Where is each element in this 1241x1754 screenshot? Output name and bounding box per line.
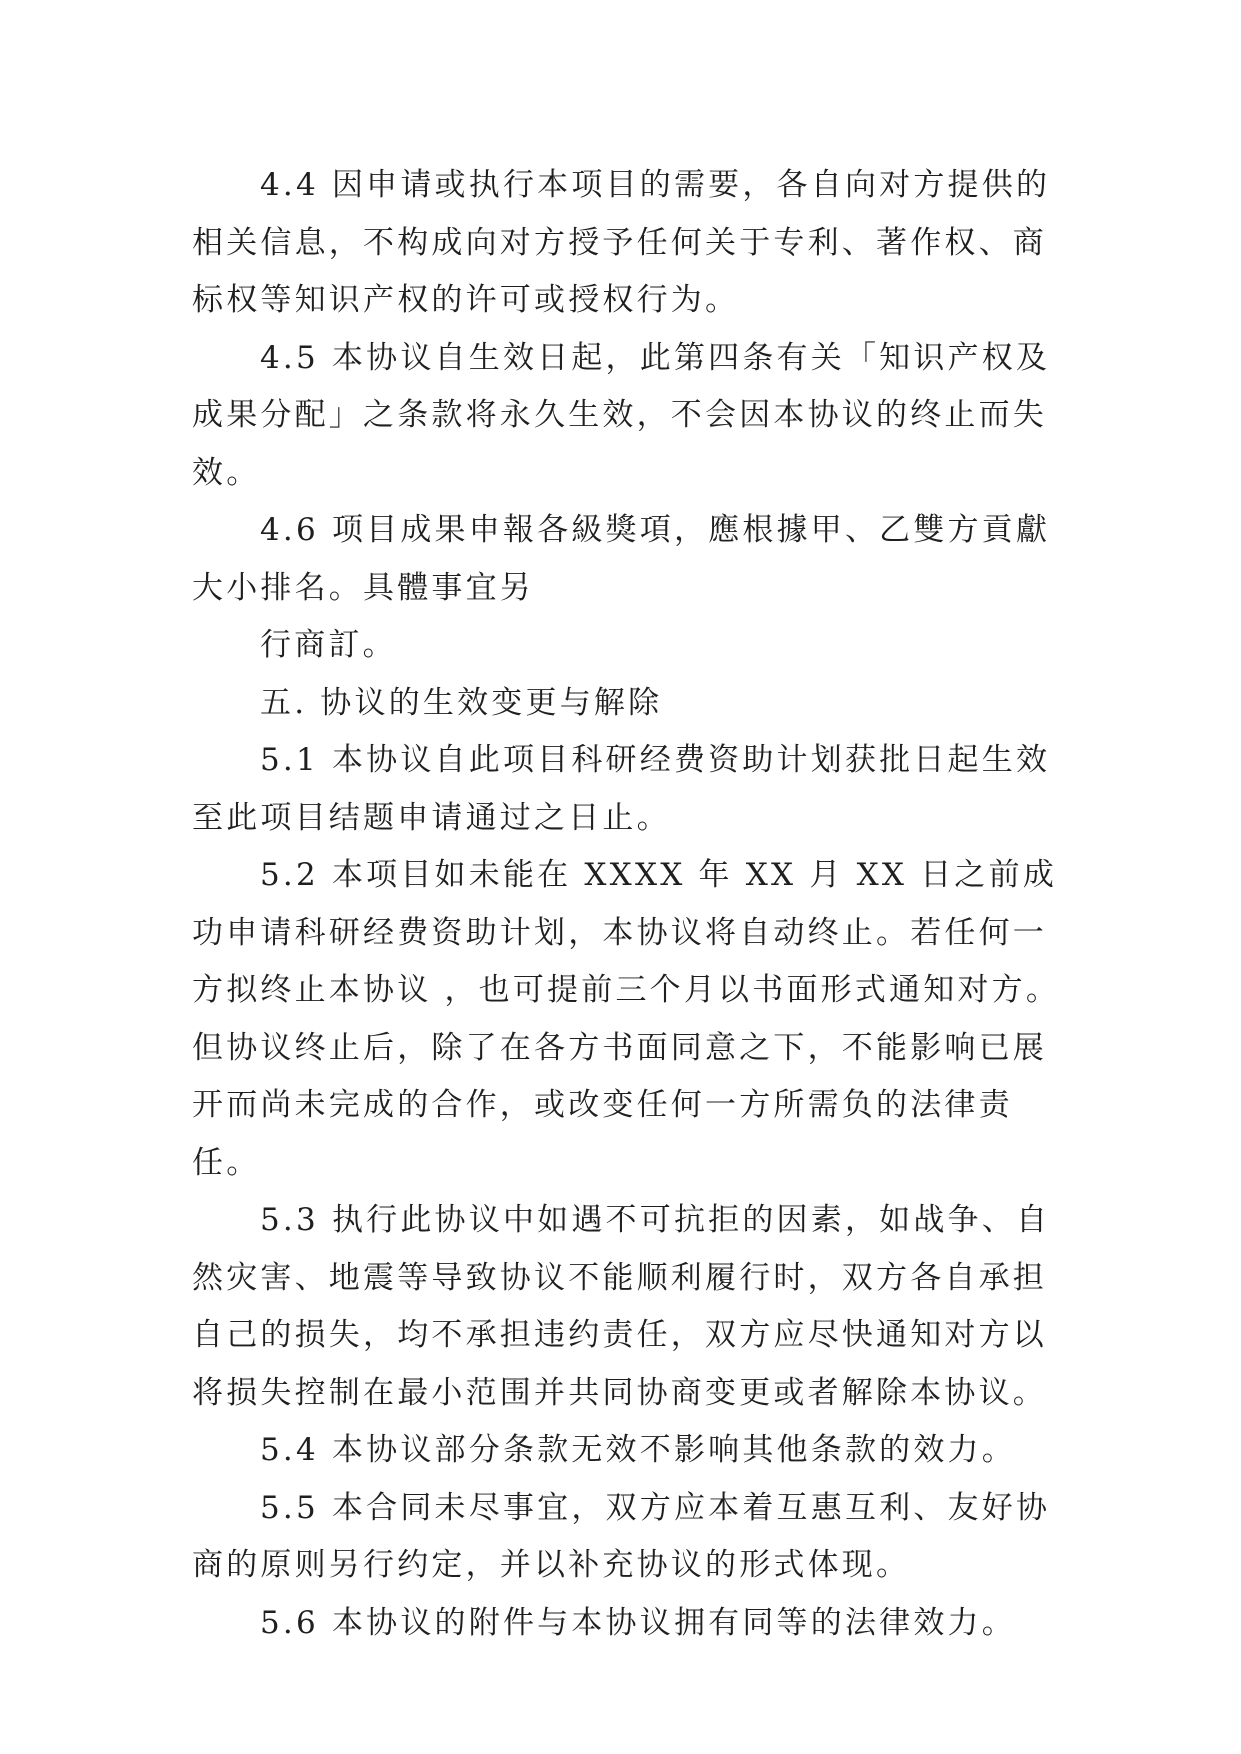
- document-body: [192, 157, 1062, 1652]
- clause-5-6: 5.6 本协议的附件与本协议拥有同等的法律效力。: [260, 1604, 1016, 1641]
- clause-5-5: 5.5 本合同未尽事宜，双方应本着互惠互利、友好协商的原则另行约定，并以补充协议的形式体现。: [192, 1489, 1051, 1583]
- clause-5-3: 5.3 执行此协议中如遇不可抗拒的因素，如战争、自然灾害、地震等导致协议不能顺利履行时，双方各自承担自己的损失，均不承担违约责任，双方应尽快通知对方以将损失控制在最小范围并共同协商变更或者解除本协议。: [192, 1202, 1051, 1411]
- section-5-heading: 五. 协议的生效变更与解除: [260, 684, 663, 721]
- clause-5-1: 5.1 本协议自此项目科研经费资助计划获批日起生效至此项目结题申请通过之日止。: [192, 742, 1051, 836]
- clause-4-4: 4.4 因申请或执行本项目的需要，各自向对方提供的相关信息，不构成向对方授予任何关于专利、著作权、商标权等知识产权的许可或授权行为。: [192, 167, 1051, 318]
- clause-5-2: 5.2 本项目如未能在 XXXX 年 XX 月 XX 日之前成功申请科研经费资助计划，本协议将自动终止。若任何一方拟终止本协议 ，也可提前三个月以书面形式通知对方。但协议终止后，除了在各方书面同意之下，不能影响已展开而尚未完成的合作，或改变任何一方所需负的法律责任。: [192, 857, 1061, 1181]
- clause-5-4: 5.4 本协议部分条款无效不影响其他条款的效力。: [260, 1432, 1016, 1468]
- clause-4-6-continued: 行商訂。: [260, 627, 397, 663]
- clause-4-6: 4.6 项目成果申報各級獎項，應根據甲、乙雙方貢獻大小排名。具體事宜另: [192, 512, 1051, 606]
- clause-4-5: 4.5 本协议自生效日起，此第四条有关「知识产权及成果分配」之条款将永久生效，不会因本协议的终止而失效。: [192, 339, 1051, 491]
